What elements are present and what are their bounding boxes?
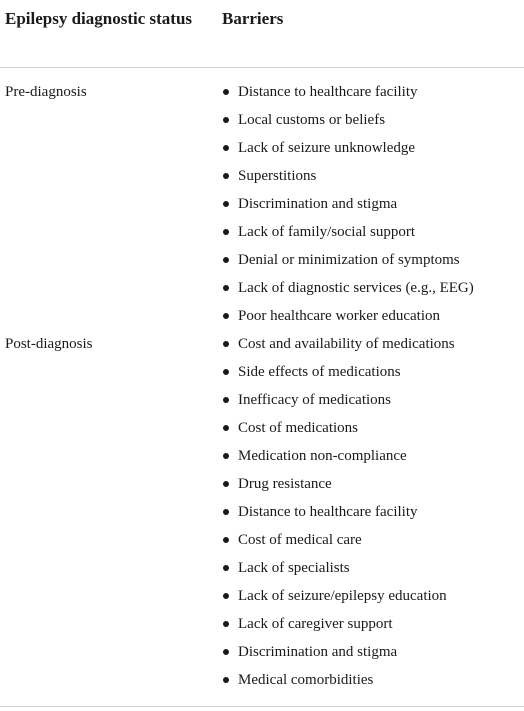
list-item (222, 414, 474, 442)
barrier-text: Lack of caregiver support (238, 616, 393, 632)
bullet-icon (223, 397, 229, 403)
column-header-status: Epilepsy diagnostic status (5, 9, 193, 28)
barrier-text: Cost of medications (238, 420, 358, 436)
list-item (222, 246, 474, 274)
barrier-text: Medical comorbidities (238, 672, 374, 688)
barrier-text: Lack of seizure unknowledge (238, 140, 416, 156)
list-item (222, 134, 474, 162)
list-item (222, 442, 474, 470)
list-item (222, 470, 474, 498)
barrier-text: Medication non-compliance (238, 448, 407, 464)
bullet-icon (223, 201, 229, 207)
barrier-text: Lack of seizure/epilepsy education (238, 588, 447, 604)
bullet-icon (223, 341, 229, 347)
barrier-text: Lack of diagnostic services (e.g., EEG) (238, 280, 474, 296)
barrier-text: Cost of medical care (238, 532, 362, 548)
list-item (222, 78, 474, 106)
bullet-icon (223, 509, 229, 515)
list-item (222, 106, 474, 134)
list-item (222, 386, 474, 414)
barrier-text: Distance to healthcare facility (238, 504, 418, 520)
barrier-text: Poor healthcare worker education (238, 308, 440, 324)
bullet-icon (223, 565, 229, 571)
bullet-icon (223, 229, 229, 235)
barrier-text: Lack of specialists (238, 560, 350, 576)
bullet-icon (223, 677, 229, 683)
list-item (222, 610, 474, 638)
barrier-text: Discrimination and stigma (238, 196, 398, 212)
barriers-list (222, 78, 474, 694)
bullet-icon (223, 145, 229, 151)
status-post-diagnosis: Post-diagnosis (5, 336, 93, 352)
list-item (222, 582, 474, 610)
barrier-text: Superstitions (238, 168, 317, 184)
bullet-icon (223, 537, 229, 543)
bullet-icon (223, 173, 229, 179)
barrier-text: Inefficacy of medications (238, 392, 391, 408)
bullet-icon (223, 89, 229, 95)
barrier-text: Cost and availability of medications (238, 336, 455, 352)
bullet-icon (223, 117, 229, 123)
list-item (222, 190, 474, 218)
bullet-icon (223, 649, 229, 655)
list-item (222, 526, 474, 554)
barrier-text: Side effects of medications (238, 364, 401, 380)
list-item (222, 498, 474, 526)
bullet-icon (223, 481, 229, 487)
list-item (222, 302, 474, 330)
list-item (222, 330, 474, 358)
list-item (222, 554, 474, 582)
bullet-icon (223, 593, 229, 599)
table-header (0, 0, 524, 68)
barrier-text: Discrimination and stigma (238, 644, 398, 660)
bullet-icon (223, 313, 229, 319)
status-pre-diagnosis: Pre-diagnosis (5, 84, 87, 100)
list-item (222, 358, 474, 386)
list-item (222, 162, 474, 190)
list-item (222, 274, 474, 302)
barrier-text: Distance to healthcare facility (238, 84, 418, 100)
list-item (222, 218, 474, 246)
list-item (222, 666, 474, 694)
bullet-icon (223, 621, 229, 627)
table-bottom-rule (0, 706, 524, 707)
bullet-icon (223, 369, 229, 375)
column-header-barriers: Barriers (222, 9, 284, 28)
bullet-icon (223, 453, 229, 459)
bullet-icon (223, 257, 229, 263)
bullet-icon (223, 285, 229, 291)
bullet-icon (223, 425, 229, 431)
barrier-text: Local customs or beliefs (238, 112, 386, 128)
barrier-text: Denial or minimization of symptoms (238, 252, 460, 268)
list-item (222, 638, 474, 666)
barrier-text: Drug resistance (238, 476, 332, 492)
barrier-text: Lack of family/social support (238, 224, 416, 240)
